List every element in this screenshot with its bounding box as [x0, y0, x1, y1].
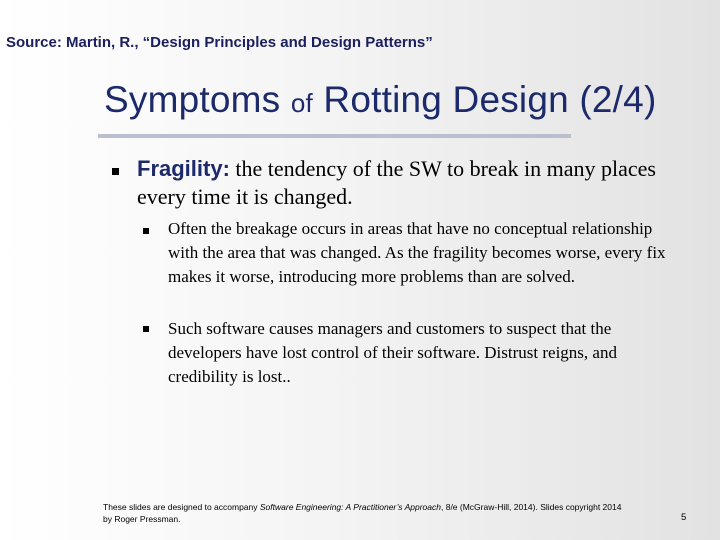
footer-suffix: , 8/e (McGraw-Hill, 2014). Slides copyright 2014 by Roger Pressman. — [103, 502, 622, 524]
source-citation: Source: Martin, R., “Design Principles and Design Patterns” — [6, 34, 433, 51]
bullet-fragility — [137, 155, 677, 211]
title-part-rotting-design: Rotting Design (2/4) — [312, 79, 657, 120]
title-part-of: of — [290, 88, 313, 118]
bullet-term: Fragility: — [137, 156, 230, 181]
sub-bullet-square-icon — [143, 228, 149, 234]
sub-bullet-distrust: Such software causes managers and customers to suspect that the developers have lost control of their software. Distrust reigns, and credibility is lost.. — [168, 319, 617, 386]
footer-prefix: These slides are designed to accompany — [103, 502, 260, 512]
title-underline — [98, 134, 571, 138]
sub-bullet-breakage: Often the breakage occurs in areas that have no conceptual relationship with the area that was changed. As the fragility becomes worse, every fix makes it worse, introducing more problems than are solved. — [168, 219, 666, 286]
footer-book-title: Software Engineering: A Practitioner’s Approach — [259, 502, 441, 512]
slide-title — [104, 79, 656, 121]
sub-bullet-square-icon — [143, 326, 149, 332]
bullet-definition: the tendency of the SW to break in many places every time it is changed. — [137, 156, 656, 209]
page-number: 5 — [681, 512, 687, 523]
bullet-square-icon — [112, 168, 119, 175]
slide-footer — [103, 501, 623, 525]
title-part-symptoms: Symptoms — [104, 79, 291, 120]
